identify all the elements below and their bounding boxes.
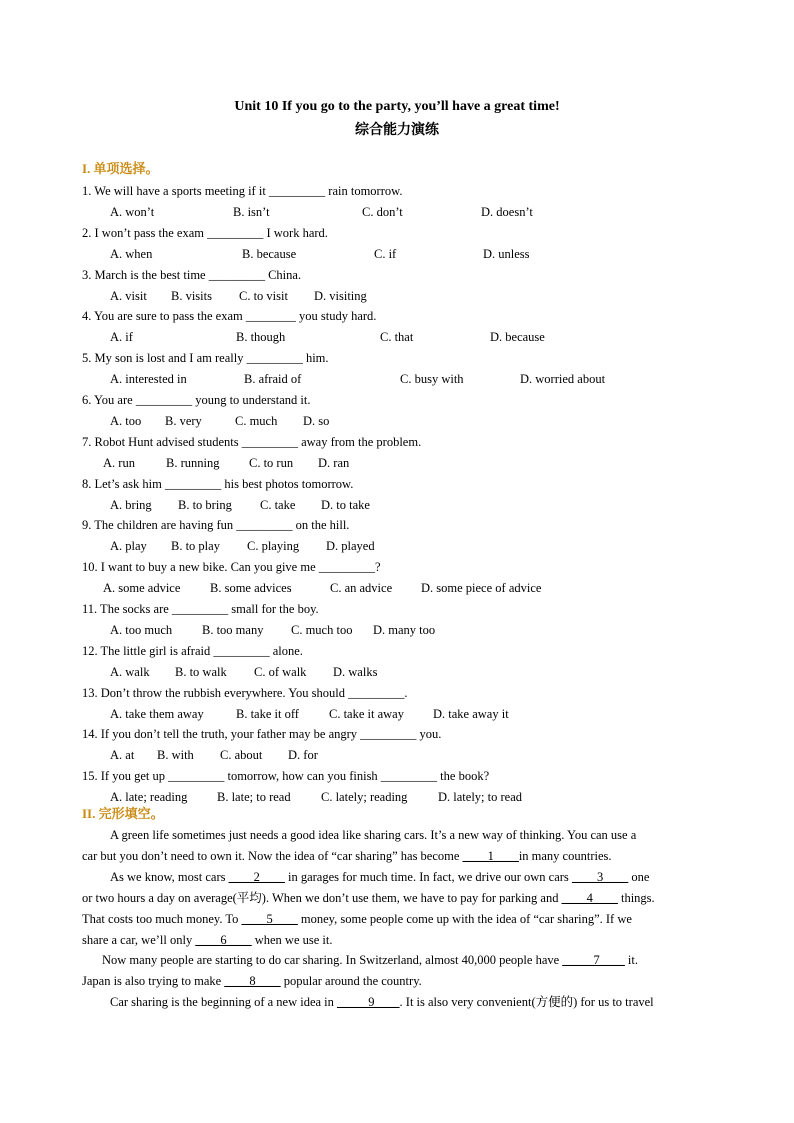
answer-option: B. to play (171, 539, 220, 554)
passage-line (82, 890, 712, 906)
answer-option: D. take away it (433, 706, 509, 721)
answer-option: A. late; reading (110, 790, 188, 805)
answer-option: C. an advice (330, 581, 393, 596)
passage-text: when we use it. (251, 932, 333, 947)
answer-option: D. walks (333, 664, 378, 679)
answer-option: B. isn’t (233, 205, 270, 219)
passage-text: As we know, most cars (110, 869, 229, 884)
answer-option: A. at (110, 748, 135, 763)
answer-option: B. take it off (236, 706, 299, 721)
answer-option: D. visiting (314, 288, 367, 303)
question-stem: 3. March is the best time _________ China. (82, 267, 302, 282)
answer-option: D. so (303, 414, 330, 428)
answer-option: C. of walk (254, 664, 307, 679)
answer-option: C. much too (291, 623, 353, 637)
cloze-blank: ____4____ (561, 890, 618, 905)
answer-option: A. bring (110, 497, 152, 512)
passage-text: popular around the country. (280, 974, 422, 989)
answer-option: A. visit (110, 288, 147, 303)
passage-line (82, 932, 712, 948)
section-1-heading: I. 单项选择。 (82, 161, 159, 176)
answer-option: D. unless (483, 246, 530, 261)
answer-option: B. afraid of (244, 372, 302, 387)
question-stem: 14. If you don’t tell the truth, your father may be angry _________ you. (82, 727, 442, 742)
answer-option: D. doesn’t (481, 205, 533, 219)
answer-option: D. many too (373, 623, 436, 637)
passage-text: car but you don’t need to own it. Now the idea of “car sharing” has become (82, 848, 463, 863)
answer-option: C. take it away (329, 706, 404, 721)
answer-option: A. too (110, 414, 142, 428)
passage-line (110, 869, 740, 885)
cloze-blank: ____2____ (228, 869, 285, 884)
answer-option: A. take them away (110, 706, 204, 721)
cloze-blank: ____6____ (195, 932, 252, 947)
answer-option: C. much (235, 414, 278, 428)
passage-text: it. (624, 953, 638, 968)
passage-text: Now many people are starting to do car sharing. In Switzerland, almost 40,000 people have (102, 953, 563, 968)
answer-option: A. won’t (110, 205, 155, 219)
question-stem: 6. You are _________ young to understand it. (82, 393, 311, 407)
answer-option: C. if (374, 246, 397, 261)
answer-option: C. lately; reading (321, 790, 408, 805)
question-stem: 8. Let’s ask him _________ his best photos tomorrow. (82, 476, 354, 491)
answer-option: C. busy with (400, 372, 464, 387)
question-stem: 2. I won’t pass the exam _________ I work hard. (82, 225, 328, 240)
answer-option: B. too many (202, 623, 264, 637)
passage-text: . It is also very convenient(方便的) for us to travel (399, 995, 654, 1010)
passage-line (110, 827, 740, 843)
answer-option: D. for (288, 748, 318, 763)
answer-option: C. to run (249, 455, 294, 470)
passage-text: in garages for much time. In fact, we drive our own cars (284, 869, 572, 884)
cloze-blank: _____7____ (562, 953, 625, 968)
answer-option: B. though (236, 330, 286, 345)
passage-text: money, some people come up with the idea of “car sharing”. If we (297, 911, 632, 926)
answer-option: A. some advice (103, 581, 181, 596)
question-stem: 11. The socks are _________ small for the boy. (82, 602, 319, 616)
question-stem: 4. You are sure to pass the exam ________ you study hard. (82, 309, 377, 324)
answer-option: B. some advices (210, 581, 292, 596)
question-stem: 13. Don’t throw the rubbish everywhere. You should _________. (82, 685, 408, 700)
passage-text: That costs too much money. To (82, 911, 242, 926)
cloze-blank: ____1____ (462, 848, 519, 863)
question-stem: 9. The children are having fun _________ on the hill. (82, 518, 350, 533)
question-stem: 12. The little girl is afraid _________ alone. (82, 643, 303, 658)
answer-option: A. too much (110, 623, 173, 637)
question-stem: 15. If you get up _________ tomorrow, how can you finish _________ the book? (82, 769, 490, 784)
passage-text: or two hours a day on average(平均). When we don’t use them, we have to pay for parking and (82, 890, 562, 905)
answer-option: B. late; to read (217, 790, 291, 805)
passage-text: things. (617, 890, 655, 905)
answer-option: C. don’t (362, 205, 403, 219)
answer-option: B. very (165, 414, 202, 428)
answer-option: A. play (110, 539, 147, 554)
answer-option: B. running (166, 455, 220, 470)
cloze-blank: ____3____ (571, 869, 629, 884)
passage-text: one (628, 869, 650, 884)
passage-line (102, 952, 732, 968)
answer-option: A. run (103, 455, 135, 470)
passage-line (82, 848, 712, 864)
question-stem: 7. Robot Hunt advised students _________ away from the problem. (82, 434, 422, 449)
answer-option: A. interested in (110, 372, 187, 387)
answer-option: D. lately; to read (438, 790, 522, 805)
answer-option: D. worried about (520, 372, 606, 387)
answer-option: D. because (490, 330, 545, 345)
answer-option: B. with (157, 748, 194, 763)
passage-line (110, 994, 740, 1010)
answer-option: D. to take (321, 497, 370, 512)
passage-text: Japan is also trying to make (82, 974, 225, 989)
answer-option: C. that (380, 330, 414, 345)
answer-option: B. because (242, 246, 297, 261)
question-stem: 5. My son is lost and I am really _________ him. (82, 351, 329, 366)
document-subtitle: 综合能力演练 (355, 123, 439, 138)
answer-option: B. to bring (178, 497, 232, 512)
section-2-heading: II. 完形填空。 (82, 806, 164, 821)
passage-text: share a car, we’ll only (82, 932, 196, 947)
answer-option: A. if (110, 330, 133, 345)
passage-line (82, 973, 712, 989)
answer-option: A. walk (110, 664, 150, 679)
answer-option: D. played (326, 539, 375, 554)
answer-option: D. ran (318, 455, 350, 470)
passage-text: A green life sometimes just needs a good idea like sharing cars. It’s a new way of thinking. You can use a (110, 828, 637, 842)
answer-option: C. about (220, 748, 263, 763)
answer-option: C. playing (247, 539, 300, 554)
passage-text: in many countries. (518, 848, 612, 863)
answer-option: C. to visit (239, 288, 288, 303)
question-stem: 1. We will have a sports meeting if it _________ rain tomorrow. (82, 184, 403, 198)
passage-line (82, 911, 712, 927)
cloze-blank: ____8____ (224, 974, 281, 989)
cloze-blank: ____5____ (241, 911, 298, 926)
answer-option: B. to walk (175, 664, 227, 679)
answer-option: B. visits (171, 288, 212, 303)
answer-option: A. when (110, 246, 153, 261)
document-title: Unit 10 If you go to the party, you’ll have a great time! (234, 99, 560, 114)
question-stem: 10. I want to buy a new bike. Can you give me _________? (82, 560, 381, 575)
answer-option: D. some piece of advice (421, 581, 542, 596)
answer-option: C. take (260, 497, 296, 512)
cloze-blank: _____9____ (337, 995, 400, 1010)
passage-text: Car sharing is the beginning of a new idea in (110, 995, 338, 1010)
